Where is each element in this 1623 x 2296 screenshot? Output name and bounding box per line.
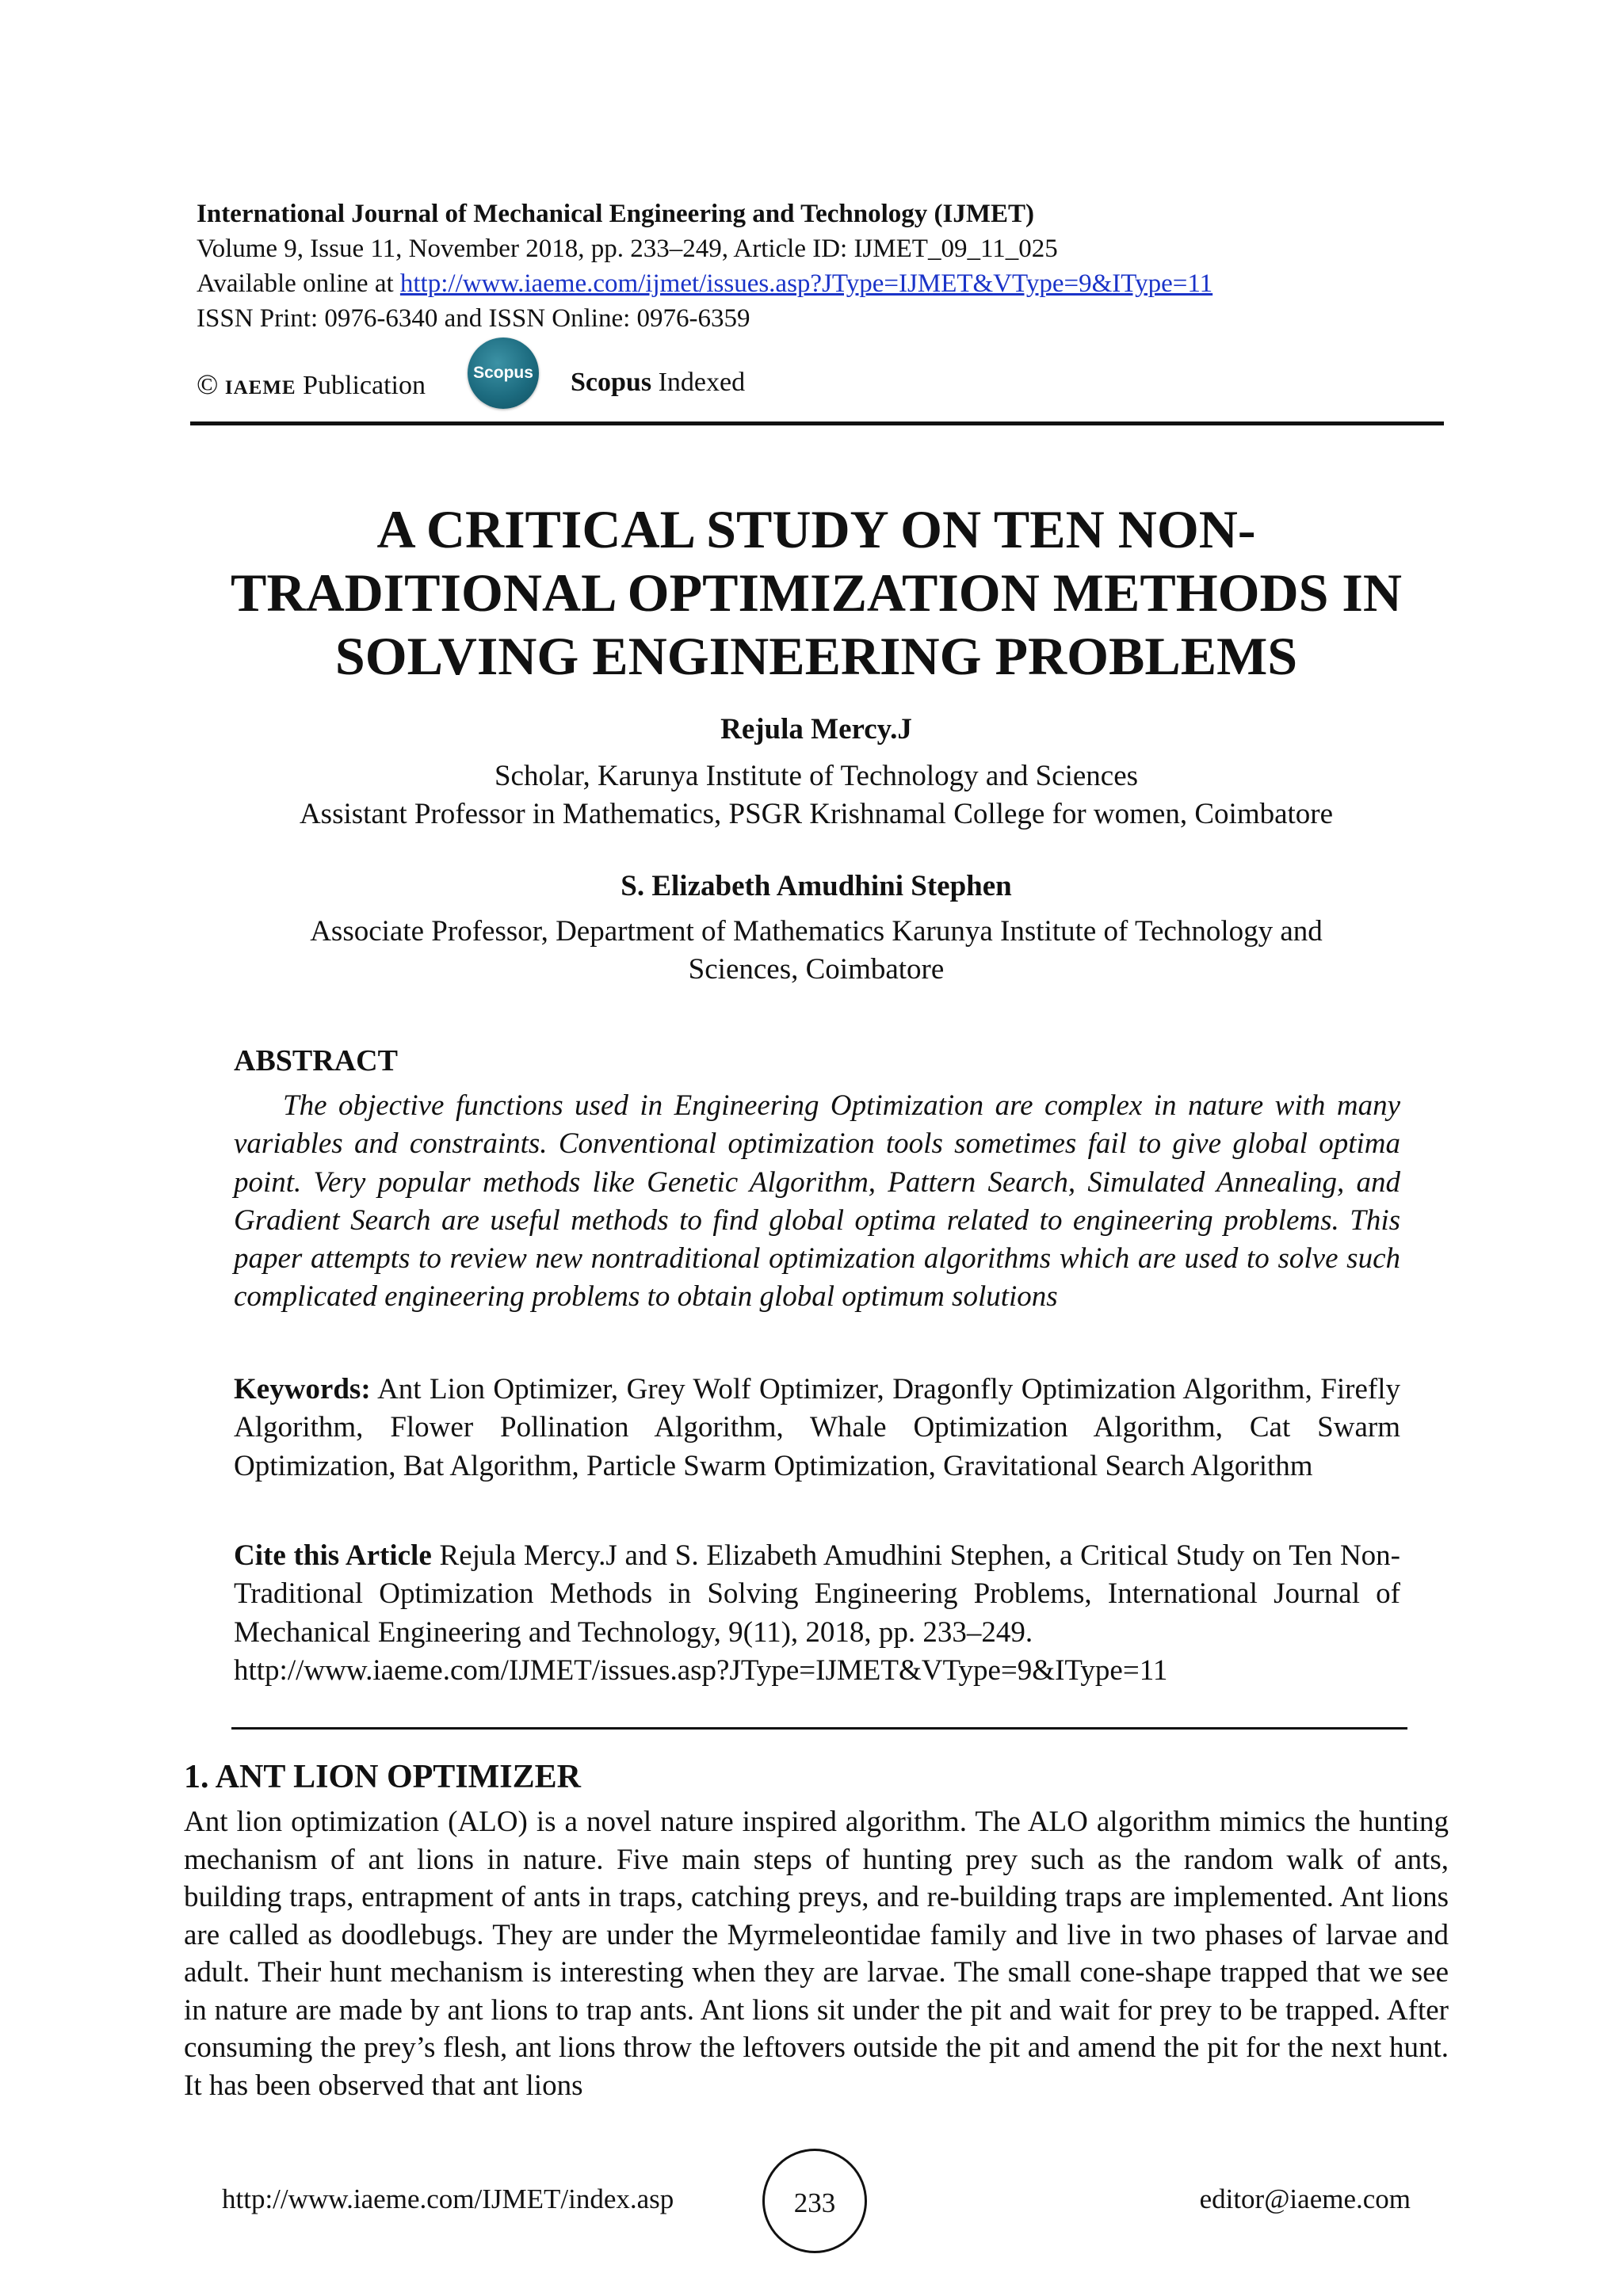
cite-text: Rejula Mercy.J and S. Elizabeth Amudhini Stephen, a Critical Study on Ten Non-Traditional Optimization Methods in Solving Engineering Problems, International Journal of Mechanical Engineering and Technology, 9(11), 2018, pp. 233–249. <box>234 1539 1400 1649</box>
cite-divider <box>231 1727 1407 1730</box>
footer-url: http://www.iaeme.com/IJMET/index.asp <box>222 2183 674 2214</box>
keywords-text: Ant Lion Optimizer, Grey Wolf Optimizer, Dragonfly Optimization Algorithm, Firefly Algorithm, Flower Pollination Algorithm, Whale Optimization Algorithm, Cat Swarm Optimization, Bat Algorithm, Particle Swarm Optimization, Gravitational Search Algorithm <box>234 1373 1400 1482</box>
author-1-name: Rejula Mercy.J <box>720 713 912 746</box>
journal-issue-link[interactable]: http://www.iaeme.com/ijmet/issues.asp?JType=IJMET&VType=9&IType=11 <box>399 269 1213 298</box>
section-1-heading: 1. ANT LION OPTIMIZER <box>184 1759 581 1795</box>
indexed-label: Indexed <box>651 368 746 397</box>
section-1-body: Ant lion optimization (ALO) is a novel nature inspired algorithm. The ALO algorithm mimics the hunting mechanism of ant lions in nature. Five main steps of hunting prey such as the random walk of ants, building traps, entrapment of ants in traps, catching preys, and re-building traps are implemented. Ant lions are called as doodlebugs. They are under the Myrmeleontidae family and live in two phases of larvae and adult. Their hunt mechanism is interesting when they are larvae. The small cone-shape trapped that we see in nature are made by ant lions to trap ants. Ant lions sit under the pit and wait for prey to be trapped. After consuming the prey’s flesh, ant lions throw the leftovers outside the pit and amend the pit for the next hunt. It has been observed that ant lions <box>184 1806 1449 2102</box>
cite-label: Cite this Article <box>234 1539 432 1572</box>
abstract-heading: ABSTRACT <box>234 1044 398 1077</box>
publisher-credit <box>197 368 426 401</box>
scopus-label: Scopus <box>571 368 652 397</box>
copyright-symbol: © <box>197 368 219 400</box>
title-line-1: A CRITICAL STUDY ON TEN NON- <box>376 499 1256 559</box>
author-1-affiliation-line-2: Assistant Professor in Mathematics, PSGR Krishnamal College for women, Coimbatore <box>299 798 1334 830</box>
available-online-line <box>197 266 1433 301</box>
author-2-name: S. Elizabeth Amudhini Stephen <box>621 870 1012 902</box>
scopus-indexed <box>571 368 745 398</box>
author-1-affiliation-line-1: Scholar, Karunya Institute of Technology and Sciences <box>494 760 1139 792</box>
publication-label: Publication <box>296 371 426 400</box>
author-2-affiliation <box>158 913 1474 989</box>
cite-url: http://www.iaeme.com/IJMET/issues.asp?JType=IJMET&VType=9&IType=11 <box>234 1653 1168 1687</box>
keywords-label: Keywords: <box>234 1373 371 1405</box>
paper-title <box>158 498 1474 688</box>
publisher-name: IAEME <box>224 377 296 399</box>
author-2-affiliation-line-1: Associate Professor, Department of Mathematics Karunya Institute of Technology and <box>310 915 1323 948</box>
title-line-3: SOLVING ENGINEERING PROBLEMS <box>334 626 1298 686</box>
author-2-affiliation-line-2: Sciences, Coimbatore <box>688 953 945 986</box>
footer-email: editor@iaeme.com <box>1199 2183 1411 2214</box>
issn-line: ISSN Print: 0976-6340 and ISSN Online: 0976-6359 <box>197 304 750 333</box>
page-number: 233 <box>762 2149 867 2253</box>
page-footer <box>0 2149 1623 2244</box>
publisher-row <box>197 338 1433 409</box>
cite-paragraph <box>234 1537 1400 1690</box>
journal-masthead <box>197 196 1433 336</box>
scopus-logo-icon: Scopus <box>468 338 539 409</box>
journal-title: International Journal of Mechanical Engineering and Technology (IJMET) <box>197 200 1034 228</box>
keywords-paragraph <box>234 1371 1400 1486</box>
volume-line: Volume 9, Issue 11, November 2018, pp. 233–249, Article ID: IJMET_09_11_025 <box>197 235 1058 263</box>
available-prefix: Available online at <box>197 269 400 298</box>
header-divider <box>190 421 1444 425</box>
author-1-affiliation <box>158 757 1474 833</box>
title-line-2: TRADITIONAL OPTIMIZATION METHODS IN <box>231 563 1402 623</box>
abstract-text: The objective functions used in Engineering Optimization are complex in nature with many variables and constraints. Conventional optimization tools sometimes fail to give global optima point. Very popular methods like Genetic Algorithm, Pattern Search, Simulated Annealing, and Gradient Search are useful methods to find global optima related to engineering problems. This paper attempts to review new nontraditional optimization algorithms which are used to solve such complicated engineering problems to obtain global optimum solutions <box>234 1089 1400 1314</box>
